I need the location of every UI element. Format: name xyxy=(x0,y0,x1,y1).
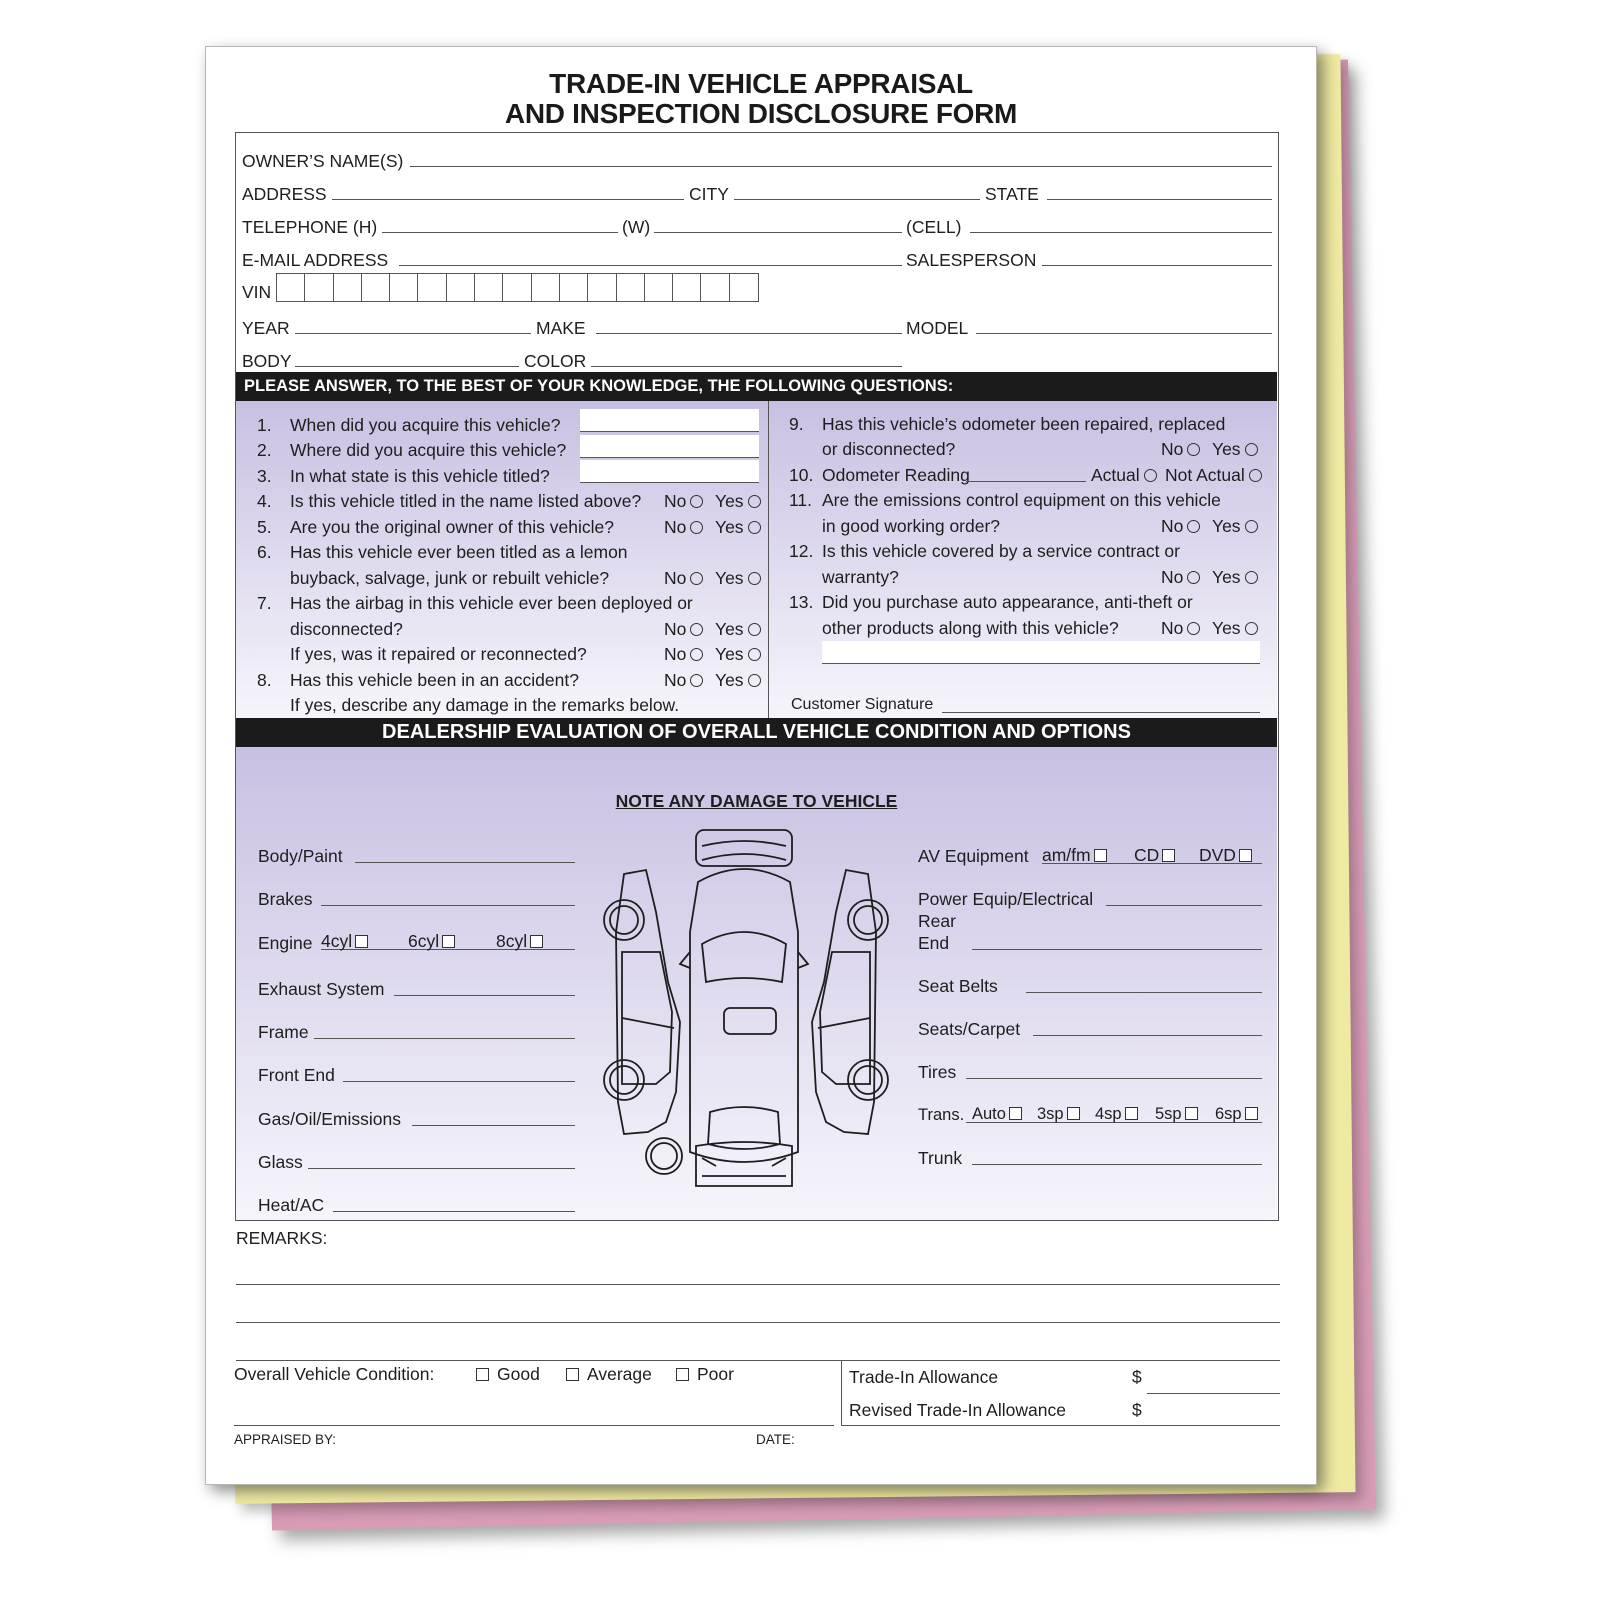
engine-6cyl-option[interactable] xyxy=(408,931,455,952)
appraised-by-label: APPRAISED BY: xyxy=(234,1432,337,1447)
q6-no-option[interactable] xyxy=(664,568,703,589)
condition-poor-label: Poor xyxy=(697,1364,734,1384)
q5-no-label: No xyxy=(664,517,687,537)
trans-5sp-checkbox[interactable] xyxy=(1185,1107,1198,1120)
questions-header: PLEASE ANSWER, TO THE BEST OF YOUR KNOWLEDGE, THE FOLLOWING QUESTIONS: xyxy=(236,372,1277,401)
q7-no-label: No xyxy=(664,619,687,639)
car-left-side-icon xyxy=(604,870,680,1134)
q8-text: Has this vehicle been in an accident? xyxy=(290,670,579,690)
color-label: COLOR xyxy=(524,351,587,371)
spare-tire-icon xyxy=(646,1138,682,1174)
engine-6cyl-label: 6cyl xyxy=(408,931,440,951)
q7b-no-radio[interactable] xyxy=(690,648,703,661)
q8-yes-option[interactable] xyxy=(715,670,761,691)
q7-yes-label: Yes xyxy=(715,619,744,639)
odometer-reading-field[interactable] xyxy=(966,481,1086,482)
q8-no-radio[interactable] xyxy=(690,674,703,687)
q8-number: 8. xyxy=(257,670,272,690)
owners-name-field[interactable] xyxy=(410,166,1272,167)
trans-5sp-option[interactable] xyxy=(1155,1105,1198,1124)
q6-number: 6. xyxy=(257,542,272,562)
form-frame xyxy=(235,132,1279,1221)
q6-text-cont: buyback, salvage, junk or rebuilt vehicle? xyxy=(290,568,610,588)
q11-text: Are the emissions control equipment on this vehicle xyxy=(822,490,1221,510)
questions-divider xyxy=(768,401,769,718)
telephone-h-field[interactable] xyxy=(382,232,618,233)
q7b-text: If yes, was it repaired or reconnected? xyxy=(290,644,587,664)
q9-yes-label: Yes xyxy=(1212,439,1241,459)
q13-no-radio[interactable] xyxy=(1187,622,1200,635)
vin-box[interactable] xyxy=(305,274,333,301)
av-cd-checkbox[interactable] xyxy=(1162,849,1175,862)
vin-box[interactable] xyxy=(475,274,503,301)
q6-no-radio[interactable] xyxy=(690,572,703,585)
telephone-h-label: TELEPHONE (H) xyxy=(242,217,378,237)
q12-yes-option[interactable] xyxy=(1212,567,1258,588)
q13-yes-label: Yes xyxy=(1212,618,1241,638)
condition-poor-checkbox[interactable] xyxy=(676,1368,689,1381)
q7b-no-label: No xyxy=(664,644,687,664)
form-title-line1: TRADE-IN VEHICLE APPRAISAL xyxy=(549,68,973,99)
q8-text-cont: If yes, describe any damage in the remarks below. xyxy=(290,695,680,715)
vin-box[interactable] xyxy=(588,274,616,301)
color-field[interactable] xyxy=(591,366,902,367)
vin-box[interactable] xyxy=(617,274,645,301)
av-amfm-label: am/fm xyxy=(1042,845,1091,865)
seats-carpet-field[interactable] xyxy=(1033,1035,1262,1036)
q10-number: 10. xyxy=(789,465,814,485)
car-right-side-icon xyxy=(812,870,888,1134)
q5-yes-option[interactable] xyxy=(715,517,761,538)
owners-name-label: OWNER’S NAME(S) xyxy=(242,151,404,171)
q2-answer-field[interactable] xyxy=(580,435,759,458)
tires-label: Tires xyxy=(918,1062,957,1082)
q12-no-radio[interactable] xyxy=(1187,571,1200,584)
vin-box[interactable] xyxy=(390,274,418,301)
address-field[interactable] xyxy=(332,199,684,200)
q1-number: 1. xyxy=(257,415,272,435)
q11-no-label: No xyxy=(1161,516,1184,536)
vin-box[interactable] xyxy=(503,274,531,301)
frame-field[interactable] xyxy=(314,1038,575,1039)
av-equipment-label: AV Equipment xyxy=(918,846,1029,866)
power-equip-field[interactable] xyxy=(1106,905,1262,906)
q10-actual-option[interactable] xyxy=(1091,465,1157,486)
q7-text-cont: disconnected? xyxy=(290,619,403,639)
engine-4cyl-checkbox[interactable] xyxy=(355,935,368,948)
trans-auto-label: Auto xyxy=(972,1105,1006,1123)
trunk-field[interactable] xyxy=(972,1164,1262,1165)
q3-answer-field[interactable] xyxy=(580,460,759,483)
q6-yes-option[interactable] xyxy=(715,568,761,589)
q9-no-option[interactable] xyxy=(1161,439,1200,460)
q5-number: 5. xyxy=(257,517,272,537)
trans-4sp-checkbox[interactable] xyxy=(1125,1107,1138,1120)
remarks-label: REMARKS: xyxy=(236,1228,328,1248)
q4-text: Is this vehicle titled in the name listed above? xyxy=(290,491,642,511)
vin-box[interactable] xyxy=(532,274,560,301)
q7b-yes-label: Yes xyxy=(715,644,744,664)
note-damage-heading: NOTE ANY DAMAGE TO VEHICLE xyxy=(615,791,898,811)
q12-number: 12. xyxy=(789,541,814,561)
vin-box[interactable] xyxy=(560,274,588,301)
q13-no-option[interactable] xyxy=(1161,618,1200,639)
trans-6sp-label: 6sp xyxy=(1215,1105,1242,1123)
seats-carpet-label: Seats/Carpet xyxy=(918,1019,1021,1039)
vin-box[interactable] xyxy=(730,274,758,301)
condition-average-label: Average xyxy=(587,1364,652,1384)
q3-number: 3. xyxy=(257,466,272,486)
body-field[interactable] xyxy=(295,366,519,367)
q8-no-label: No xyxy=(664,670,687,690)
telephone-cell-label: (CELL) xyxy=(906,217,962,237)
front-end-field[interactable] xyxy=(343,1081,575,1082)
q4-number: 4. xyxy=(257,491,272,511)
q7-yes-option[interactable] xyxy=(715,619,761,640)
q6-no-label: No xyxy=(664,568,687,588)
gas-oil-field[interactable] xyxy=(412,1125,575,1126)
condition-average-checkbox[interactable] xyxy=(566,1368,579,1381)
q9-number: 9. xyxy=(789,414,804,434)
q1-text: When did you acquire this vehicle? xyxy=(290,415,561,435)
vin-box[interactable] xyxy=(334,274,362,301)
engine-8cyl-checkbox[interactable] xyxy=(530,935,543,948)
q4-no-option[interactable] xyxy=(664,491,703,512)
q11-yes-label: Yes xyxy=(1212,516,1241,536)
vin-box[interactable] xyxy=(362,274,390,301)
trans-5sp-label: 5sp xyxy=(1155,1105,1182,1123)
q4-yes-radio[interactable] xyxy=(748,495,761,508)
model-field[interactable] xyxy=(976,333,1272,334)
trunk-label: Trunk xyxy=(918,1148,963,1168)
q1-answer-field[interactable] xyxy=(580,409,759,432)
q10-not-actual-option[interactable] xyxy=(1165,465,1262,486)
q13-yes-option[interactable] xyxy=(1212,618,1258,639)
av-dvd-label: DVD xyxy=(1199,845,1236,865)
q5-no-radio[interactable] xyxy=(690,521,703,534)
seat-belts-label: Seat Belts xyxy=(918,976,998,996)
engine-6cyl-checkbox[interactable] xyxy=(442,935,455,948)
vin-box[interactable] xyxy=(673,274,701,301)
trans-6sp-checkbox[interactable] xyxy=(1245,1107,1258,1120)
dealer-evaluation-section xyxy=(236,747,1277,1220)
car-top-view-icon xyxy=(680,869,808,1162)
q9-no-label: No xyxy=(1161,439,1184,459)
trans-3sp-checkbox[interactable] xyxy=(1067,1107,1080,1120)
form-sheet xyxy=(205,46,1317,1485)
q11-yes-option[interactable] xyxy=(1212,516,1258,537)
condition-poor-option[interactable] xyxy=(676,1364,734,1385)
power-equip-label: Power Equip/Electrical xyxy=(918,889,1094,909)
trade-in-allowance-field[interactable] xyxy=(1147,1393,1280,1394)
glass-field[interactable] xyxy=(308,1168,575,1169)
gas-oil-label: Gas/Oil/Emissions xyxy=(258,1109,401,1129)
trans-3sp-label: 3sp xyxy=(1037,1105,1064,1123)
heat-ac-field[interactable] xyxy=(333,1211,575,1212)
overall-condition-label: Overall Vehicle Condition: xyxy=(234,1364,435,1384)
q6-yes-radio[interactable] xyxy=(748,572,761,585)
engine-4cyl-option[interactable] xyxy=(321,931,368,952)
make-field[interactable] xyxy=(596,333,902,334)
city-field[interactable] xyxy=(734,199,980,200)
q9-text-cont: or disconnected? xyxy=(822,439,956,459)
city-label: CITY xyxy=(689,184,729,204)
q8-yes-radio[interactable] xyxy=(748,674,761,687)
make-label: MAKE xyxy=(536,318,586,338)
q5-no-option[interactable] xyxy=(664,517,703,538)
engine-4cyl-label: 4cyl xyxy=(321,931,353,951)
seat-belts-field[interactable] xyxy=(1026,992,1262,993)
car-rear-view-icon xyxy=(696,830,792,866)
telephone-cell-field[interactable] xyxy=(970,232,1272,233)
q10-text: Odometer Reading xyxy=(822,465,970,485)
q4-yes-option[interactable] xyxy=(715,491,761,512)
vin-box[interactable] xyxy=(277,274,305,301)
engine-label: Engine xyxy=(258,933,313,953)
appraised-by-line[interactable] xyxy=(234,1425,834,1426)
trans-auto-checkbox[interactable] xyxy=(1009,1107,1022,1120)
body-label: BODY xyxy=(242,351,292,371)
end-label: End xyxy=(918,933,950,953)
remarks-line-1[interactable] xyxy=(236,1284,1280,1285)
q11-text-cont: in good working order? xyxy=(822,516,1001,536)
q13-number: 13. xyxy=(789,592,814,612)
questions-section xyxy=(236,401,1277,718)
trade-in-allowance-label: Trade-In Allowance xyxy=(849,1367,999,1387)
exhaust-label: Exhaust System xyxy=(258,979,385,999)
vin-box[interactable] xyxy=(418,274,446,301)
q12-yes-label: Yes xyxy=(1212,567,1241,587)
condition-average-option[interactable] xyxy=(566,1364,652,1385)
condition-good-checkbox[interactable] xyxy=(476,1368,489,1381)
q12-no-label: No xyxy=(1161,567,1184,587)
av-dvd-checkbox[interactable] xyxy=(1239,849,1252,862)
year-field[interactable] xyxy=(295,333,531,334)
q11-number: 11. xyxy=(789,490,813,510)
exhaust-field[interactable] xyxy=(394,995,575,996)
revised-allowance-field[interactable] xyxy=(841,1425,1280,1426)
vin-box[interactable] xyxy=(645,274,673,301)
q12-text-cont: warranty? xyxy=(822,567,899,587)
q7-no-option[interactable] xyxy=(664,619,703,640)
customer-signature-label: Customer Signature xyxy=(791,696,934,713)
q12-no-option[interactable] xyxy=(1161,567,1200,588)
q10-not-actual-radio[interactable] xyxy=(1249,469,1262,482)
q13-text-cont: other products along with this vehicle? xyxy=(822,618,1119,638)
year-label: YEAR xyxy=(242,318,290,338)
address-label: ADDRESS xyxy=(242,184,327,204)
engine-8cyl-label: 8cyl xyxy=(496,931,528,951)
brakes-field[interactable] xyxy=(321,905,575,906)
q7-text: Has the airbag in this vehicle ever been deployed or xyxy=(290,593,693,613)
q10-actual-radio[interactable] xyxy=(1144,469,1157,482)
trans-auto-option[interactable] xyxy=(972,1105,1022,1124)
q13-no-label: No xyxy=(1161,618,1184,638)
body-paint-label: Body/Paint xyxy=(258,846,343,866)
q12-yes-radio[interactable] xyxy=(1245,571,1258,584)
q2-text: Where did you acquire this vehicle? xyxy=(290,440,567,460)
model-label: MODEL xyxy=(906,318,969,338)
trans-4sp-label: 4sp xyxy=(1095,1105,1122,1123)
q9-yes-radio[interactable] xyxy=(1245,443,1258,456)
av-dvd-option[interactable] xyxy=(1199,845,1252,866)
q7b-yes-option[interactable] xyxy=(715,644,761,665)
customer-signature-field[interactable] xyxy=(942,712,1260,713)
condition-good-option[interactable] xyxy=(476,1364,540,1385)
q8-yes-label: Yes xyxy=(715,670,744,690)
frame-label: Frame xyxy=(258,1022,309,1042)
q4-no-radio[interactable] xyxy=(690,495,703,508)
q10-actual-label: Actual xyxy=(1091,465,1140,485)
trans-4sp-option[interactable] xyxy=(1095,1105,1138,1124)
body-paint-field[interactable] xyxy=(355,862,575,863)
remarks-line-2[interactable] xyxy=(236,1322,1280,1323)
rear-label: Rear xyxy=(918,911,956,931)
q4-no-label: No xyxy=(664,491,687,511)
telephone-w-label: (W) xyxy=(622,217,651,237)
q13-details-field[interactable] xyxy=(822,641,1260,664)
state-label: STATE xyxy=(985,184,1039,204)
telephone-w-field[interactable] xyxy=(654,232,902,233)
vin-box[interactable] xyxy=(701,274,729,301)
email-label: E-MAIL ADDRESS xyxy=(242,250,389,270)
email-field[interactable] xyxy=(399,265,902,266)
trans-label: Trans. xyxy=(918,1106,965,1124)
vin-box[interactable] xyxy=(447,274,475,301)
q13-text: Did you purchase auto appearance, anti-theft or xyxy=(822,592,1193,612)
av-amfm-checkbox[interactable] xyxy=(1094,849,1107,862)
q7-yes-radio[interactable] xyxy=(748,623,761,636)
form-title-line2: AND INSPECTION DISCLOSURE FORM xyxy=(504,98,1018,129)
q9-text: Has this vehicle’s odometer been repaired, replaced xyxy=(822,414,1226,434)
q5-yes-label: Yes xyxy=(715,517,744,537)
q7b-yes-radio[interactable] xyxy=(748,648,761,661)
remarks-line-3[interactable] xyxy=(236,1360,1280,1361)
q7-number: 7. xyxy=(257,593,272,613)
q11-no-radio[interactable] xyxy=(1187,520,1200,533)
revised-allowance-label: Revised Trade-In Allowance xyxy=(849,1400,1066,1420)
q6-yes-label: Yes xyxy=(715,568,744,588)
q2-number: 2. xyxy=(257,440,272,460)
q4-yes-label: Yes xyxy=(715,491,744,511)
q5-text: Are you the original owner of this vehicle? xyxy=(290,517,614,537)
q8-no-option[interactable] xyxy=(664,670,703,691)
date-label: DATE: xyxy=(756,1432,795,1447)
q7b-no-option[interactable] xyxy=(664,644,703,665)
vin-label: VIN xyxy=(242,282,272,302)
q6-text: Has this vehicle ever been titled as a lemon xyxy=(290,542,628,562)
engine-8cyl-option[interactable] xyxy=(496,931,543,952)
q11-yes-radio[interactable] xyxy=(1245,520,1258,533)
salesperson-label: SALESPERSON xyxy=(906,250,1037,270)
brakes-label: Brakes xyxy=(258,889,313,909)
q7-no-radio[interactable] xyxy=(690,623,703,636)
trans-6sp-option[interactable] xyxy=(1215,1105,1258,1124)
av-amfm-option[interactable] xyxy=(1042,845,1107,866)
salesperson-field[interactable] xyxy=(1042,265,1272,266)
allowance-box-divider xyxy=(841,1360,842,1426)
trade-in-currency: $ xyxy=(1132,1367,1142,1387)
vehicle-damage-diagram[interactable] xyxy=(598,822,898,1192)
heat-ac-label: Heat/AC xyxy=(258,1195,325,1215)
glass-label: Glass xyxy=(258,1152,303,1172)
q11-no-option[interactable] xyxy=(1161,516,1200,537)
q10-not-actual-label: Not Actual xyxy=(1165,465,1245,485)
state-field[interactable] xyxy=(1047,199,1272,200)
dealer-evaluation-header: DEALERSHIP EVALUATION OF OVERALL VEHICLE CONDITION AND OPTIONS xyxy=(236,718,1277,747)
trans-3sp-option[interactable] xyxy=(1037,1105,1080,1124)
revised-currency: $ xyxy=(1132,1400,1142,1420)
q9-no-radio[interactable] xyxy=(1187,443,1200,456)
q12-text: Is this vehicle covered by a service contract or xyxy=(822,541,1180,561)
q9-yes-option[interactable] xyxy=(1212,439,1258,460)
q13-yes-radio[interactable] xyxy=(1245,622,1258,635)
front-end-label: Front End xyxy=(258,1065,335,1085)
q3-text: In what state is this vehicle titled? xyxy=(290,466,550,486)
tires-field[interactable] xyxy=(966,1078,1262,1079)
av-cd-label: CD xyxy=(1134,845,1160,865)
rear-end-field[interactable] xyxy=(972,949,1262,950)
q5-yes-radio[interactable] xyxy=(748,521,761,534)
av-cd-option[interactable] xyxy=(1134,845,1175,866)
vin-boxes[interactable] xyxy=(276,273,759,302)
condition-good-label: Good xyxy=(497,1364,540,1384)
